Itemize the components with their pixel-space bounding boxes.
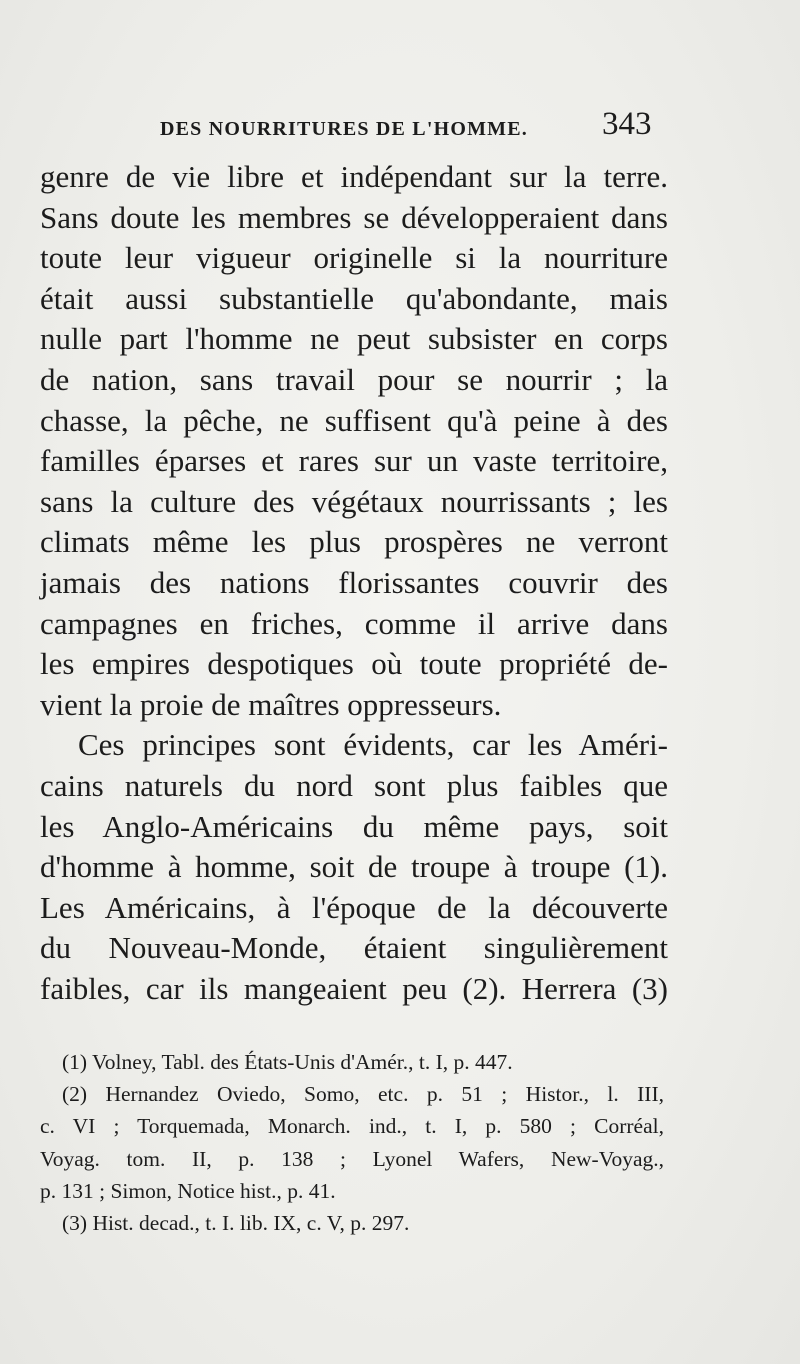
text-line: jamais des nations florissantes couvrir des (40, 564, 668, 600)
text-line: climats même les plus prospères ne verront (40, 524, 668, 560)
text-line: les empires despotiques où toute propriété de- (40, 646, 668, 682)
text-line: chasse, la pêche, ne suffisent qu'à peine à des (40, 402, 668, 438)
page-header (160, 102, 660, 150)
text-line: faibles, car ils mangeaient peu (2). Herrera (3) (40, 970, 668, 1006)
text-line: Sans doute les membres se développeraient dans (40, 199, 668, 235)
footnote-line: Voyag. tom. II, p. 138 ; Lyonel Wafers, New-Voyag., (40, 1146, 664, 1171)
footnote-line: (1) Volney, Tabl. des États-Unis d'Amér., t. I, p. 447. (62, 1050, 513, 1074)
footnote-line: (2) Hernandez Oviedo, Somo, etc. p. 51 ; Histor., l. III, (62, 1082, 664, 1107)
text-line: Les Américains, à l'époque de la découverte (40, 889, 668, 925)
text-line: de nation, sans travail pour se nourrir ; la (40, 361, 668, 397)
text-line: les Anglo-Américains du même pays, soit (40, 808, 668, 844)
text-line: Ces principes sont évidents, car les Améri- (78, 727, 668, 763)
text-line: d'homme à homme, soit de troupe à troupe (1). (40, 849, 668, 885)
footnote-line: c. VI ; Torquemada, Monarch. ind., t. I, p. 580 ; Corréal, (40, 1114, 664, 1139)
text-line: familles éparses et rares sur un vaste territoire, (40, 443, 668, 479)
text-line: vient la proie de maîtres oppresseurs. (40, 686, 502, 722)
footnote-line: (3) Hist. decad., t. I. lib. IX, c. V, p. 297. (62, 1210, 410, 1235)
text-line: nulle part l'homme ne peut subsister en corps (40, 321, 668, 357)
text-line: cains naturels du nord sont plus faibles que (40, 767, 668, 803)
page-number: 343 (602, 106, 652, 142)
text-line: genre de vie libre et indépendant sur la terre. (40, 159, 668, 194)
footnote-line: p. 131 ; Simon, Notice hist., p. 41. (40, 1178, 336, 1203)
running-head: DES NOURRITURES DE L'HOMME. (160, 118, 528, 140)
footnotes (40, 1046, 664, 1239)
text-line: du Nouveau-Monde, étaient singulièrement (40, 930, 668, 966)
text-line: sans la culture des végétaux nourrissants ; les (40, 483, 668, 519)
body-text (40, 157, 668, 1009)
text-line: toute leur vigueur originelle si la nourriture (40, 240, 668, 276)
text-line: était aussi substantielle qu'abondante, mais (40, 280, 668, 316)
text-line: campagnes en friches, comme il arrive dans (40, 605, 668, 641)
